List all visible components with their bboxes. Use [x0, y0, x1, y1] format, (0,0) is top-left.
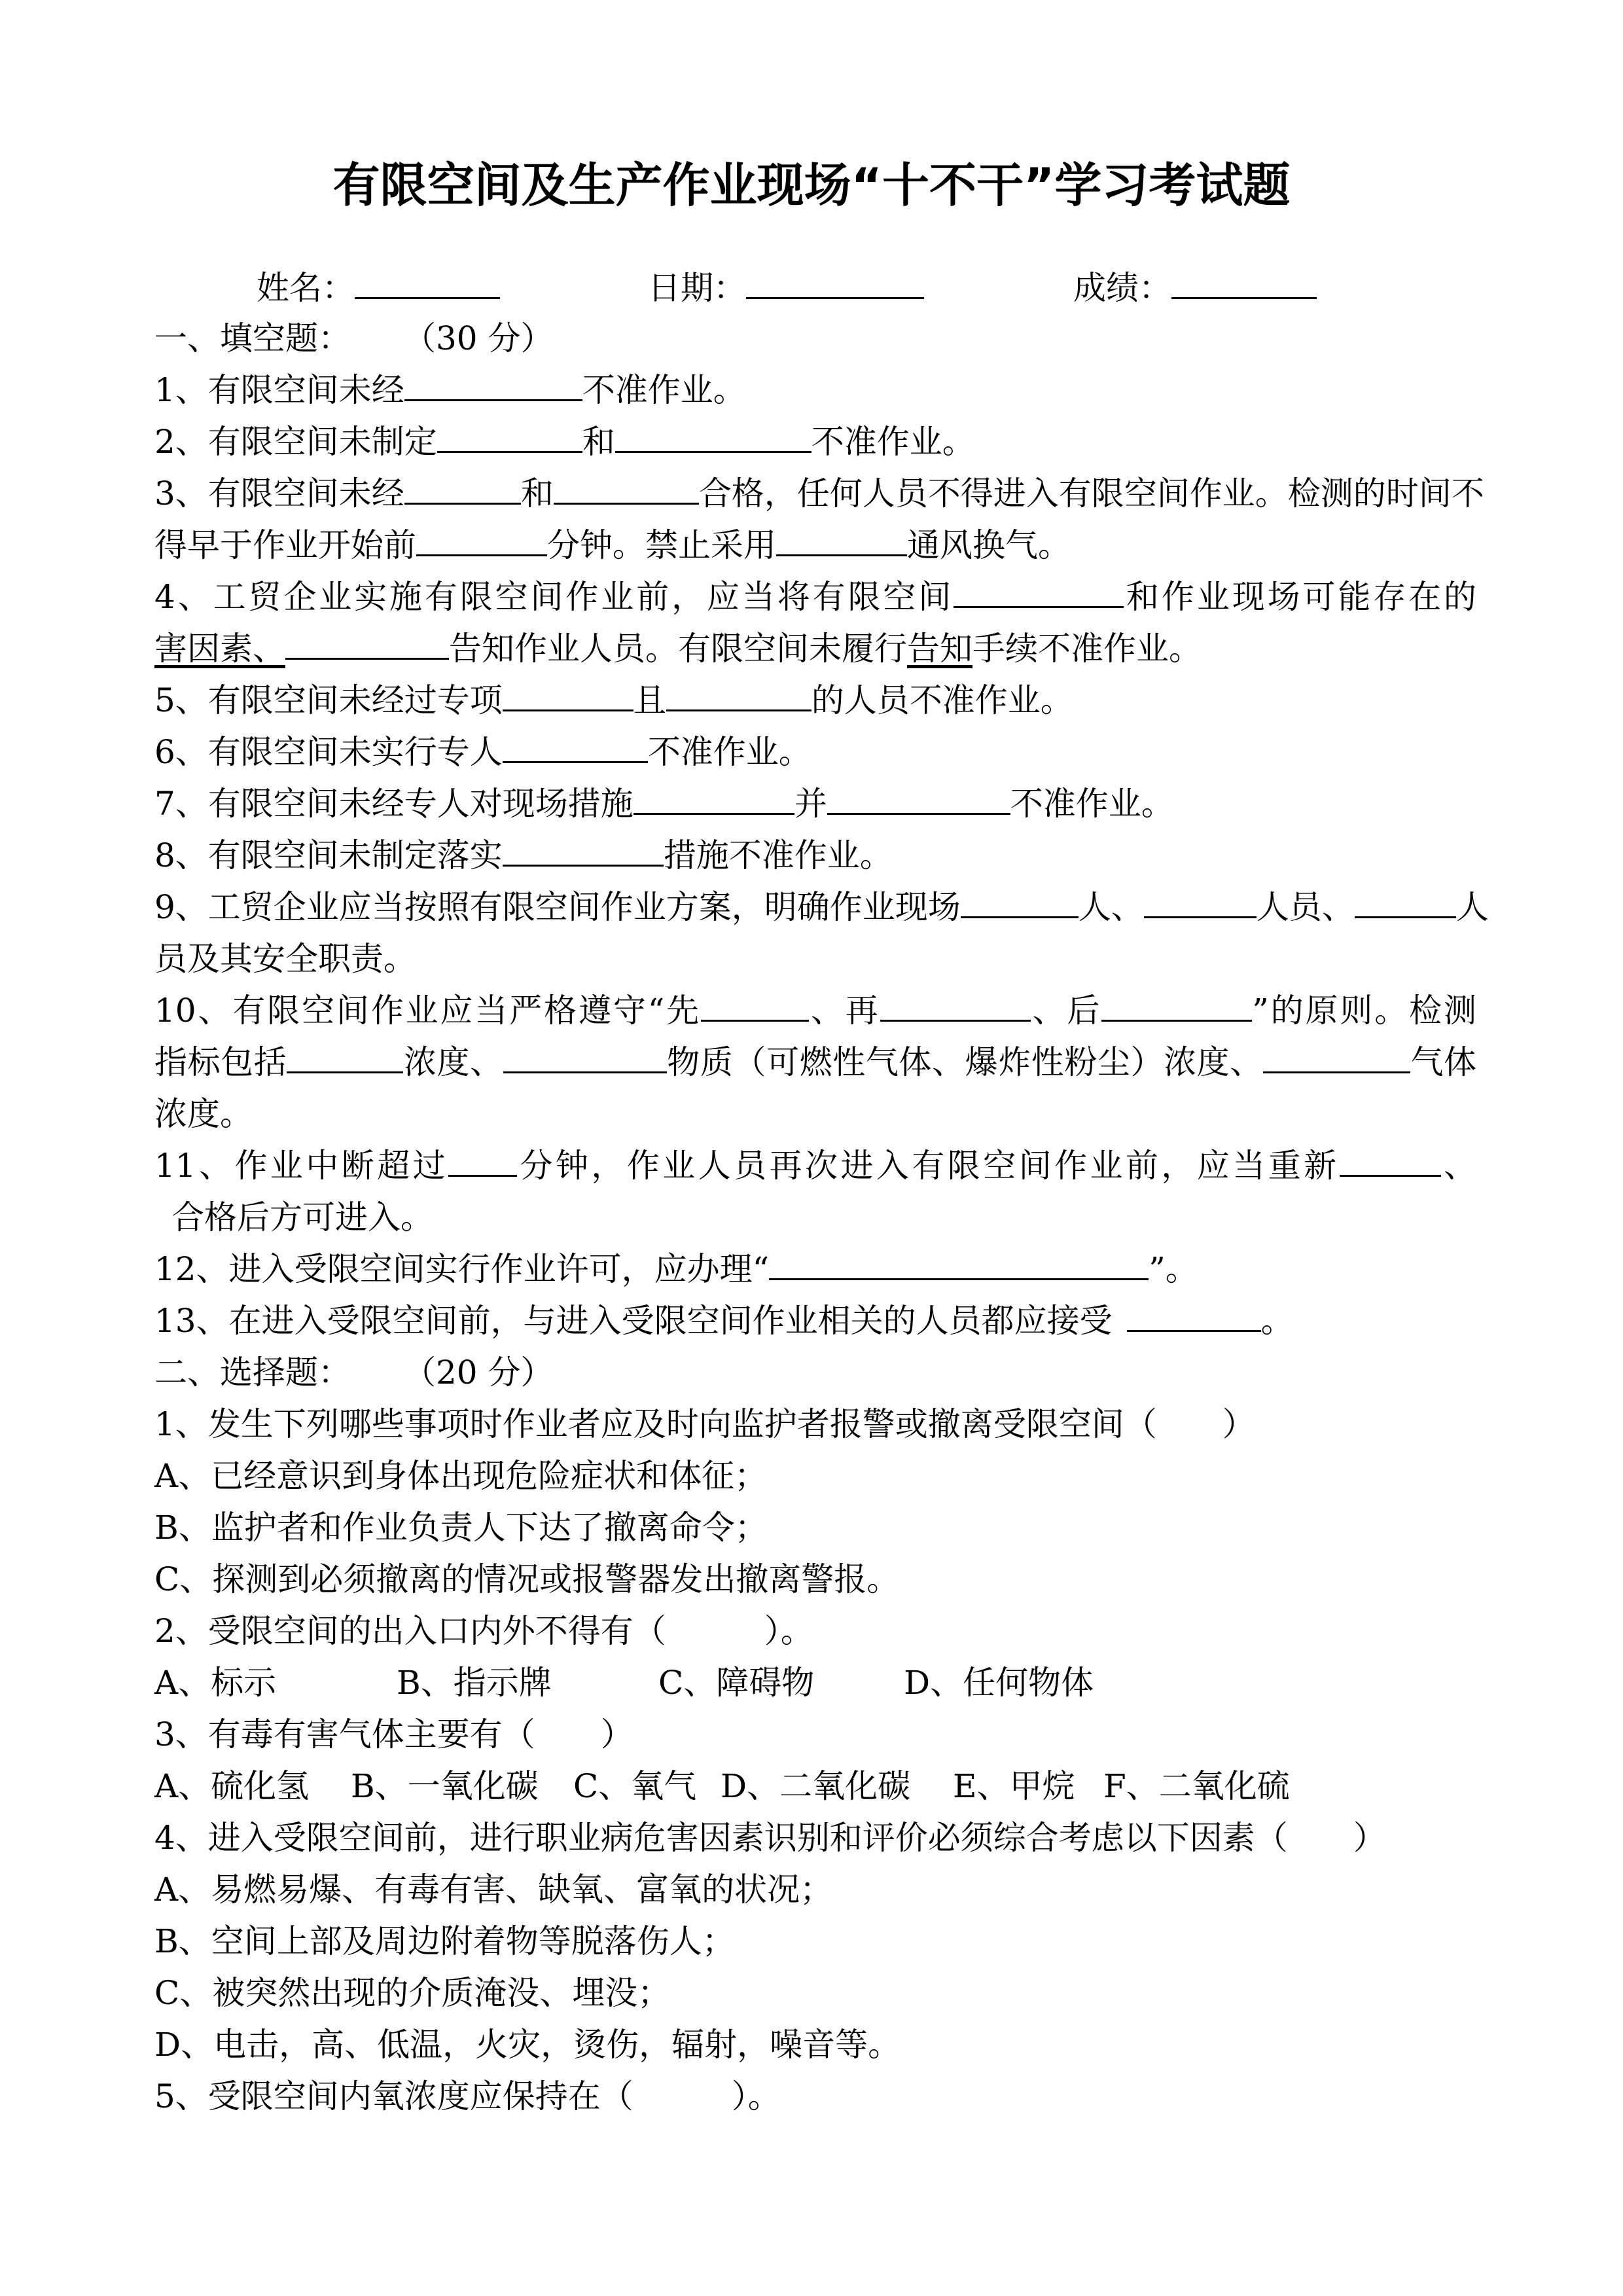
answer-blank[interactable]: [615, 421, 812, 453]
answer-blank[interactable]: [287, 1041, 403, 1073]
fill-question-8: 8、有限空间未制定落实 措施不准作业。: [154, 830, 1476, 882]
choice-option[interactable]: B、一氧化碳: [351, 1767, 539, 1805]
date-blank[interactable]: [746, 267, 924, 299]
answer-blank[interactable]: [880, 990, 1031, 1022]
choice-option[interactable]: D、二氧化碳: [721, 1767, 911, 1805]
answer-blank[interactable]: [448, 1145, 517, 1177]
choice-question-4: 4、进入受限空间前，进行职业病危害因素识别和评价必须综合考虑以下因素（ ）: [154, 1819, 1386, 1857]
choice-question-1: 1、发生下列哪些事项时作业者应及时向监护者报警或撤离受限空间（ ）: [154, 1405, 1255, 1443]
answer-blank[interactable]: [404, 369, 582, 401]
choice-option[interactable]: B、指示牌: [397, 1664, 552, 1702]
fill-question-13: 13、在进入受限空间前，与进入受限空间作业相关的人员都应接受 。: [154, 1295, 1476, 1347]
score-field: [1073, 262, 1317, 314]
choice-option[interactable]: A、已经意识到身体出现危险症状和体征；: [154, 1457, 768, 1495]
choice-option[interactable]: B、空间上部及周边附着物等脱落伤人；: [154, 1922, 735, 1960]
exam-body: [154, 313, 1489, 2123]
answer-blank[interactable]: [503, 1041, 667, 1073]
answer-blank[interactable]: [701, 990, 809, 1022]
choice-option[interactable]: A、标示: [154, 1664, 277, 1702]
page-title: 有限空间及生产作业现场“十不干”学习考试题: [332, 158, 1291, 213]
section-heading: 二、选择题： （20 分）: [154, 1354, 554, 1391]
answer-blank[interactable]: [554, 473, 699, 505]
answer-blank[interactable]: [769, 1248, 1149, 1280]
choice-option[interactable]: C、被突然出现的介质淹没、埋没；: [154, 1974, 671, 2012]
answer-blank[interactable]: [1101, 990, 1252, 1022]
answer-blank[interactable]: [416, 524, 547, 556]
fill-question-10-end: 浓度。: [154, 1095, 253, 1133]
fill-question-5: 5、有限空间未经过专项 且 的人员不准作业。: [154, 675, 1476, 726]
fill-question-1: 1、有限空间未经 不准作业。: [154, 365, 1476, 416]
choice-question-5: 5、受限空间内氧浓度应保持在（ ）。: [154, 2077, 781, 2115]
answer-blank[interactable]: [954, 576, 1124, 608]
choice-option[interactable]: D、电击，高、低温，火灾，烫伤，辐射，噪音等。: [154, 2026, 901, 2064]
answer-blank[interactable]: [503, 834, 664, 867]
choice-options-row: [154, 1657, 1476, 1709]
answer-blank[interactable]: [404, 473, 521, 505]
fill-question-11: 11、作业中断超过 分钟，作业人员再次进入有限空间作业前，应当重新 、: [154, 1140, 1476, 1192]
fill-question-12: 12、进入受限空间实行作业许可，应办理“ ”。: [154, 1244, 1476, 1295]
choice-option[interactable]: C、障碍物: [658, 1664, 815, 1702]
answer-blank[interactable]: [961, 886, 1079, 918]
fill-question-7: 7、有限空间未经专人对现场措施 并 不准作业。: [154, 778, 1476, 830]
fill-question-3-cont: 得早于作业开始前 分钟。禁止采用 通风换气。: [154, 520, 1476, 571]
fill-question-4-cont: 害因素、 告知作业人员。有限空间未履行告知手续不准作业。: [154, 623, 1476, 675]
name-label: 姓名：: [257, 269, 355, 307]
answer-blank[interactable]: [827, 783, 1010, 815]
score-blank[interactable]: [1171, 267, 1317, 299]
answer-blank[interactable]: [503, 731, 648, 763]
section-heading: 一、填空题： （30 分）: [154, 319, 554, 357]
choice-question-2: 2、受限空间的出入口内外不得有（ ）。: [154, 1612, 813, 1650]
answer-blank[interactable]: [1263, 1041, 1410, 1073]
answer-blank[interactable]: [1355, 886, 1456, 918]
answer-blank[interactable]: [1127, 1300, 1261, 1332]
choice-option[interactable]: C、探测到必须撤离的情况或报警器发出撤离警报。: [154, 1560, 900, 1598]
choice-options-row: [154, 1761, 1476, 1812]
score-label: 成绩：: [1073, 269, 1171, 307]
date-label: 日期：: [648, 269, 746, 307]
choice-option[interactable]: B、监护者和作业负责人下达了撤离命令；: [154, 1509, 768, 1547]
answer-blank[interactable]: [776, 524, 907, 556]
answer-blank[interactable]: [503, 679, 633, 711]
fill-question-4: 4、工贸企业实施有限空间作业前，应当将有限空间 和作业现场可能存在的: [154, 571, 1476, 623]
answer-blank[interactable]: [1144, 886, 1257, 918]
answer-blank[interactable]: [285, 628, 449, 660]
answer-blank[interactable]: [666, 679, 812, 711]
date-field: [648, 262, 924, 314]
fill-question-10-cont: 指标包括 浓度、 物质（可燃性气体、爆炸性粉尘）浓度、 气体: [154, 1037, 1476, 1088]
fill-question-2: 2、有限空间未制定 和 不准作业。: [154, 416, 1476, 468]
choice-question-3: 3、有毒有害气体主要有（ ）: [154, 1715, 633, 1753]
fill-question-3: 3、有限空间未经 和 合格，任何人员不得进入有限空间作业。检测的时间不: [154, 468, 1476, 520]
choice-option[interactable]: A、硫化氢: [154, 1767, 310, 1805]
choice-option[interactable]: E、甲烷: [953, 1767, 1075, 1805]
choice-option[interactable]: D、任何物体: [904, 1664, 1094, 1702]
fill-question-10: 10、有限空间作业应当严格遵守“先 、再 、后 ”的原则。检测: [154, 985, 1476, 1037]
choice-option[interactable]: F、二氧化硫: [1103, 1767, 1290, 1805]
answer-blank[interactable]: [437, 421, 582, 453]
answer-blank[interactable]: [1340, 1145, 1441, 1177]
choice-option[interactable]: A、易燃易爆、有毒有害、缺氧、富氧的状况；: [154, 1871, 833, 1909]
fill-question-9: 9、工贸企业应当按照有限空间作业方案，明确作业现场 人、 人员、 人: [154, 882, 1476, 933]
fill-question-9-cont: 员及其安全职责。: [154, 940, 416, 978]
name-field: [257, 262, 500, 314]
choice-option[interactable]: C、氧气: [573, 1767, 697, 1805]
fill-question-6: 6、有限空间未实行专人 不准作业。: [154, 726, 1476, 778]
fill-question-11-cont: 合格后方可进入。: [171, 1198, 433, 1236]
name-blank[interactable]: [355, 267, 500, 299]
answer-blank[interactable]: [633, 783, 794, 815]
